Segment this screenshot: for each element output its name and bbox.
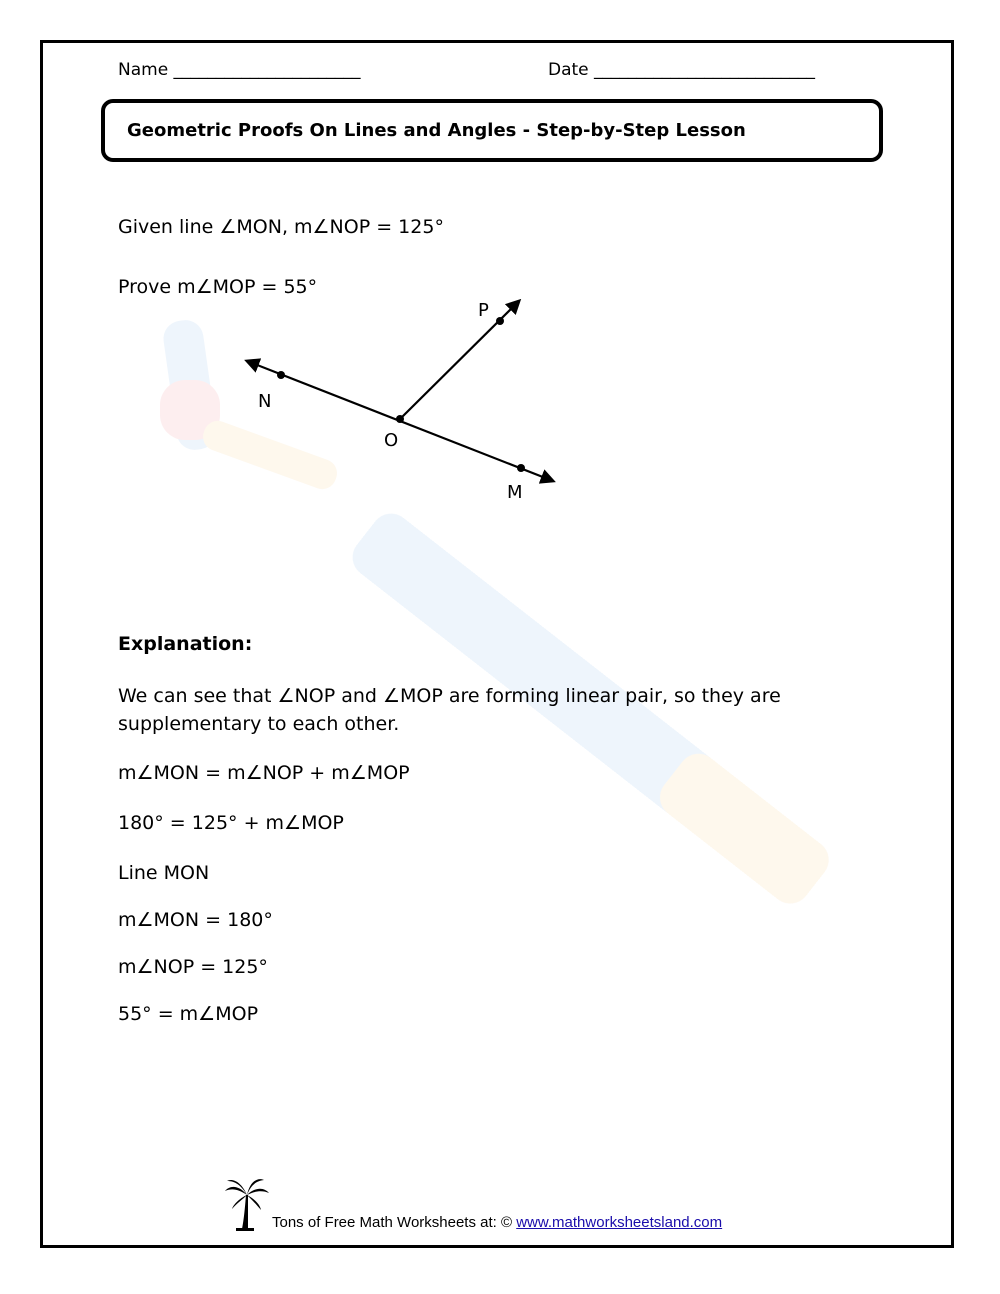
point-p [496,317,504,325]
label-n: N [258,391,272,412]
palm-tree-icon [224,1175,270,1231]
prove-statement: Prove m∠MOP = 55° [118,276,318,298]
footer [272,1214,722,1231]
proof-step: m∠NOP = 125° [118,956,268,978]
given-statement: Given line ∠MON, m∠NOP = 125° [118,216,444,238]
point-o [396,415,404,423]
label-p: P [478,300,489,321]
proof-step: 180° = 125° + m∠MOP [118,812,344,834]
footer-link[interactable]: www.mathworksheetsland.com [516,1214,723,1231]
point-n [277,371,285,379]
date-field-label: Date __________________________ [548,60,816,80]
proof-step: m∠MON = 180° [118,909,273,931]
explanation-paragraph: We can see that ∠NOP and ∠MOP are forming linear pair, so they are supplementary to each other. [118,685,781,735]
proof-step: 55° = m∠MOP [118,1003,259,1025]
explanation-heading: Explanation: [118,633,253,655]
proof-step: m∠MON = m∠NOP + m∠MOP [118,762,410,784]
name-field-label: Name ______________________ [118,60,361,80]
proof-step: Line MON [118,862,210,884]
label-o: O [384,430,399,451]
point-m [517,464,525,472]
page-title: Geometric Proofs On Lines and Angles - Step-by-Step Lesson [127,120,746,141]
footer-text: Tons of Free Math Worksheets at: © [272,1214,517,1231]
label-m: M [507,482,523,503]
